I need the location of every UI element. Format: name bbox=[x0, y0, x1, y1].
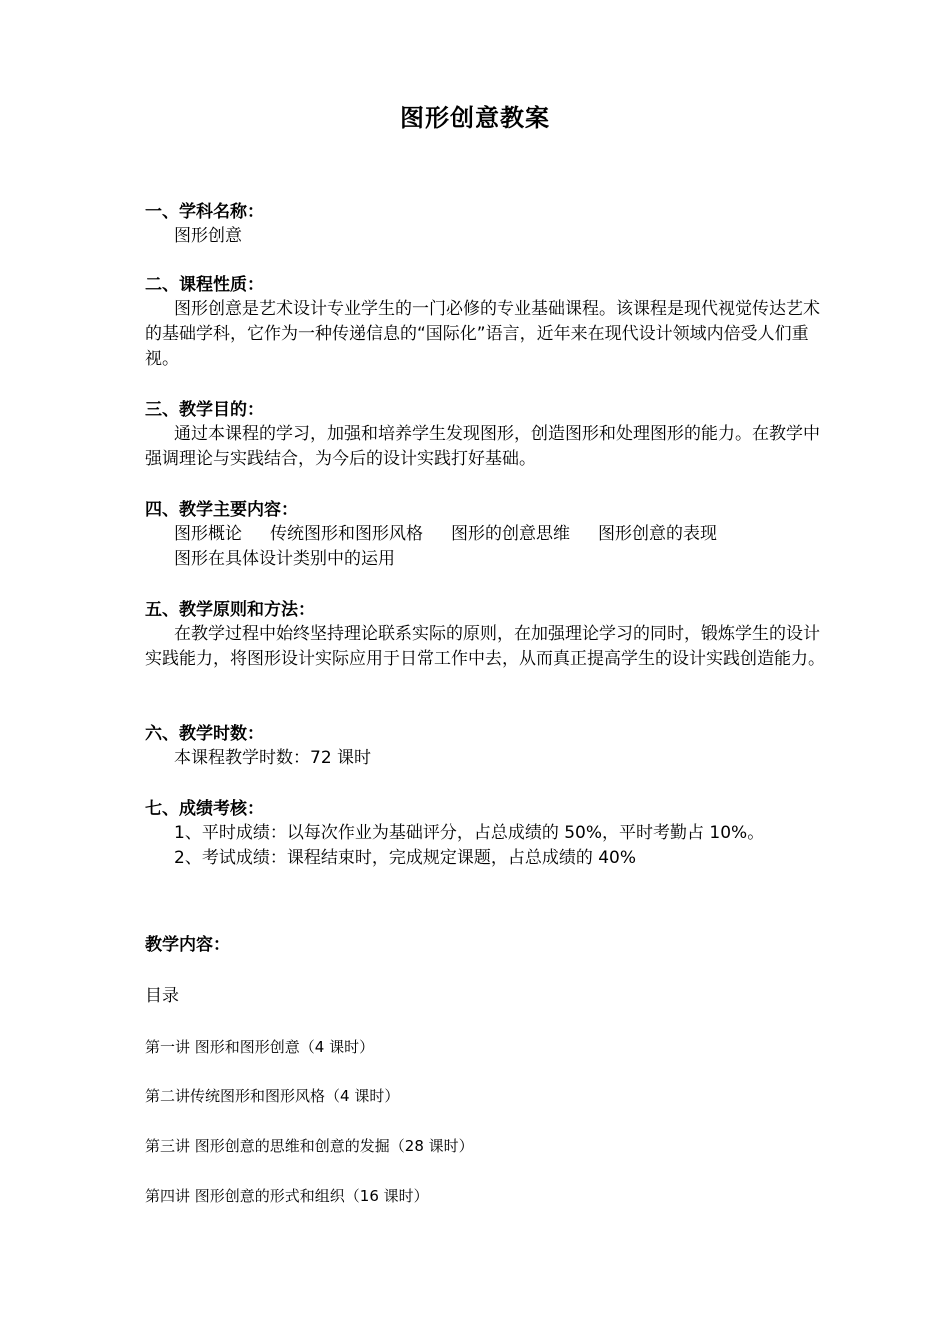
section-text: 在教学过程中始终坚持理论联系实际的原则，在加强理论学习的同时，锻炼学生的设计实践能力，将图形设计实际应用于日常工作中去，从而真正提高学生的设计实践创造能力。 bbox=[145, 624, 825, 669]
topic-item: 图形概论 bbox=[174, 524, 242, 544]
toc-item: 第四讲 图形创意的形式和组织（16 课时） bbox=[145, 1187, 429, 1205]
topic-item: 图形的创意思维 bbox=[451, 524, 570, 544]
teaching-content-heading: 教学内容： bbox=[145, 935, 230, 955]
section-teaching-hours bbox=[145, 722, 825, 771]
topic-list bbox=[145, 522, 825, 547]
topic-item: 图形在具体设计类别中的运用 bbox=[174, 549, 395, 569]
section-heading: 二、课程性质： bbox=[145, 275, 264, 295]
section-course-nature bbox=[145, 273, 825, 372]
assessment-item: 2、考试成绩：课程结束时，完成规定课题，占总成绩的 40% bbox=[174, 848, 637, 868]
section-heading: 五、教学原则和方法： bbox=[145, 600, 315, 620]
section-text: 图形创意 bbox=[174, 226, 242, 246]
section-principles-methods bbox=[145, 598, 825, 672]
section-text: 本课程教学时数：72 课时 bbox=[174, 748, 372, 768]
document-title: 图形创意教案 bbox=[400, 104, 550, 132]
section-text: 图形创意是艺术设计专业学生的一门必修的专业基础课程。该课程是现代视觉传达艺术的基础学科，它作为一种传递信息的“国际化”语言，近年来在现代设计领域内倍受人们重视。 bbox=[145, 299, 820, 369]
topic-item: 传统图形和图形风格 bbox=[270, 524, 423, 544]
toc-item: 第二讲传统图形和图形风格（4 课时） bbox=[145, 1087, 400, 1105]
section-subject-name bbox=[145, 200, 825, 249]
section-text: 通过本课程的学习，加强和培养学生发现图形，创造图形和处理图形的能力。在教学中强调理论与实践结合，为今后的设计实践打好基础。 bbox=[145, 424, 820, 469]
section-heading: 四、教学主要内容： bbox=[145, 500, 298, 520]
section-heading: 三、教学目的： bbox=[145, 400, 264, 420]
toc-heading: 目录 bbox=[145, 986, 179, 1006]
section-heading: 一、学科名称： bbox=[145, 202, 264, 222]
section-heading: 七、成绩考核： bbox=[145, 799, 264, 819]
assessment-item: 1、平时成绩：以每次作业为基础评分，占总成绩的 50%，平时考勤占 10%。 bbox=[174, 823, 765, 843]
section-heading: 六、教学时数： bbox=[145, 724, 264, 744]
toc-item: 第一讲 图形和图形创意（4 课时） bbox=[145, 1038, 375, 1056]
section-main-content bbox=[145, 498, 825, 572]
section-teaching-goal bbox=[145, 398, 825, 472]
topic-item: 图形创意的表现 bbox=[598, 524, 717, 544]
section-assessment bbox=[145, 797, 825, 871]
toc-item: 第三讲 图形创意的思维和创意的发掘（28 课时） bbox=[145, 1137, 474, 1155]
